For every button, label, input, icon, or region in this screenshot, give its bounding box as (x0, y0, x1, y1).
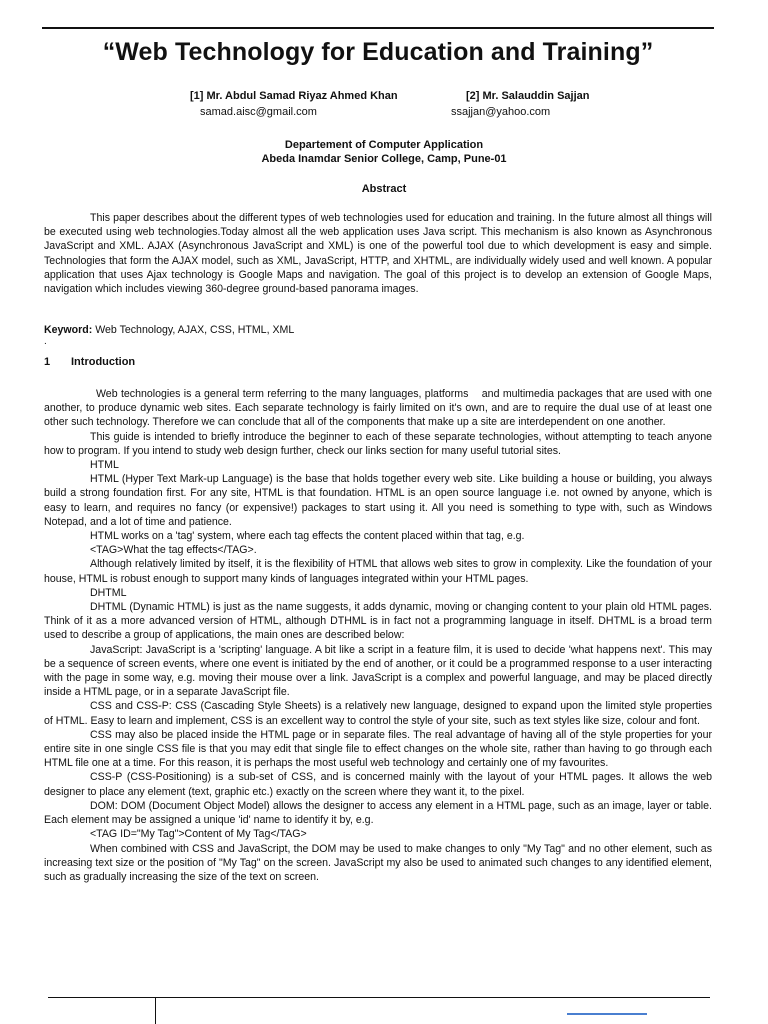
paragraph: HTML (Hyper Text Mark-up Language) is the base that holds together every web site. Like building a house or building, you always build a strong foundation first. For any site, HTML is that foundation. HTML is an open source language i.e. not owned by anyone, which is easy to learn, and requires no fancy (or expensive!) packages to start using it. All you need is something to type with, such as Windows Notepad, and a lot of time and patience. (44, 473, 712, 528)
paragraph: Although relatively limited by itself, it is the flexibility of HTML that allows web sites to grow in complexity. Like the foundation of your house, HTML is robust enough to support many kinds of languages integrated within your HTML pages. (44, 558, 712, 585)
stray-mark: . (44, 336, 47, 347)
abstract-text: This paper describes about the different types of web technologies used for education and training. In the future almost all things will be executed using web technologies.Today almost all the web application uses Java script. This mechanism is also known as Asynchronous JavaScript and XML. AJAX (Asynchronous JavaScript and XML) is one of the powerful tool due to which development is easy and simple. Technologies that form the AJAX model, such as XML, JavaScript, HTTP, and XHTML, are individually widely used and well known. A popular application that uses Ajax technology is Google Maps and navigation. The goal of this project is to develop an extension of Google Maps, navigation which includes viewing 360-degree ground-based panorama images. (44, 212, 712, 296)
abstract-body (44, 211, 712, 296)
paragraph: CSS and CSS-P: CSS (Cascading Style Sheets) is a relatively new language, designed to expand upon the limited style properties of HTML. Easy to learn and implement, CSS is an excellent way to control the style of your site, such as text styles like size, colour and font. (44, 700, 712, 727)
footer-divider (155, 997, 156, 1024)
paragraph: CSS-P (CSS-Positioning) is a sub-set of CSS, and is concerned mainly with the layout of your HTML pages. It allows the web designer to place any element (text, graphic etc.) exactly on the screen where they want it, to the pixel. (44, 771, 712, 798)
keyword-line (44, 323, 712, 337)
paragraph: CSS may also be placed inside the HTML page or in separate files. The real advantage of having all of the style properties for your entire site in one single CSS file is that you may edit that single file to effect changes on the whole site, rather than having to go through each HTML file one at a time. For this reason, it is perhaps the most useful web technology and certainly one of my favourites. (44, 728, 712, 770)
paper-title: “Web Technology for Education and Training” (102, 38, 654, 66)
section-title: Introduction (71, 356, 136, 368)
department: Departement of Computer Application (284, 139, 484, 151)
paragraph: This guide is intended to briefly introduce the beginner to each of these separate technologies, without attempting to teach anyone how to program. If you intend to study web design further, check our links section for many useful tutorial sites. (44, 430, 712, 457)
top-rule (42, 27, 714, 29)
author-2-name: [2] Mr. Salauddin Sajjan (466, 90, 590, 102)
paragraph: DHTML (Dynamic HTML) is just as the name suggests, it adds dynamic, moving or changing content to your plain old HTML pages. Think of it as a more advanced version of HTML, although DTHML is in fact not a programming language in itself. DHTML is a broad term used to describe a group of applications, the main ones are described below: (44, 601, 712, 642)
subheading-html: HTML (90, 459, 119, 472)
section-number: 1 (44, 356, 51, 368)
paragraph: Web technologies is a general term referring to the many languages, platforms and multimedia packages that are used with one another, to produce dynamic web sites. Each separate technology is fairly limited on it's own, and are to require the dual use of at least one other such technology. Therefore we can conclude that all of the components that make up a site are interdependent on one another. (44, 388, 712, 429)
code-example: <TAG ID="My Tag">Content of My Tag</TAG> (90, 828, 307, 841)
paragraph: DOM: DOM (Document Object Model) allows the designer to access any element in a HTML page, such as an image, layer or table. Each element may be assigned a unique 'id' name to identify it by, e.g. (44, 799, 712, 827)
paragraph: HTML works on a 'tag' system, where each tag effects the content placed within that tag, e.g. (90, 530, 525, 543)
paragraph: JavaScript: JavaScript is a 'scripting' language. A bit like a script in a feature film, it is used to decide 'what happens next'. This may be a sequence of screen events, where one event is initiated by the end of another, or it could be a programmed response to a user interacting with the page in some way, e.g. moving their mouse over a link. JavaScript is a complex and powerful language, and may be placed directly inside a HTML page, or in a separate JavaScript file. (44, 643, 712, 699)
abstract-heading: Abstract (361, 183, 407, 195)
code-example: <TAG>What the tag effects</TAG>. (90, 544, 257, 557)
keyword-label: Keyword: (44, 324, 93, 336)
footer-link-underline[interactable] (567, 1013, 647, 1015)
author-1-name: [1] Mr. Abdul Samad Riyaz Ahmed Khan (190, 90, 398, 102)
section-heading (44, 356, 135, 368)
footer-rule (48, 997, 710, 998)
keyword-text: Web Technology, AJAX, CSS, HTML, XML (92, 324, 295, 336)
affiliation (0, 138, 768, 166)
subheading-dhtml: DHTML (90, 586, 127, 599)
college: Abeda Inamdar Senior College, Camp, Pune-01 (261, 153, 507, 165)
author-2-email[interactable]: ssajjan@yahoo.com (451, 106, 551, 118)
paragraph: When combined with CSS and JavaScript, the DOM may be used to make changes to only "My Tag" and no other element, such as increasing text size or the position of "My Tag" on the screen. JavaScript my also be used to animated such changes to any identified element, such as gradually increasing the size of the text on screen. (44, 842, 712, 883)
introduction-body (44, 387, 712, 884)
author-1-email[interactable]: samad.aisc@gmail.com (200, 106, 317, 118)
